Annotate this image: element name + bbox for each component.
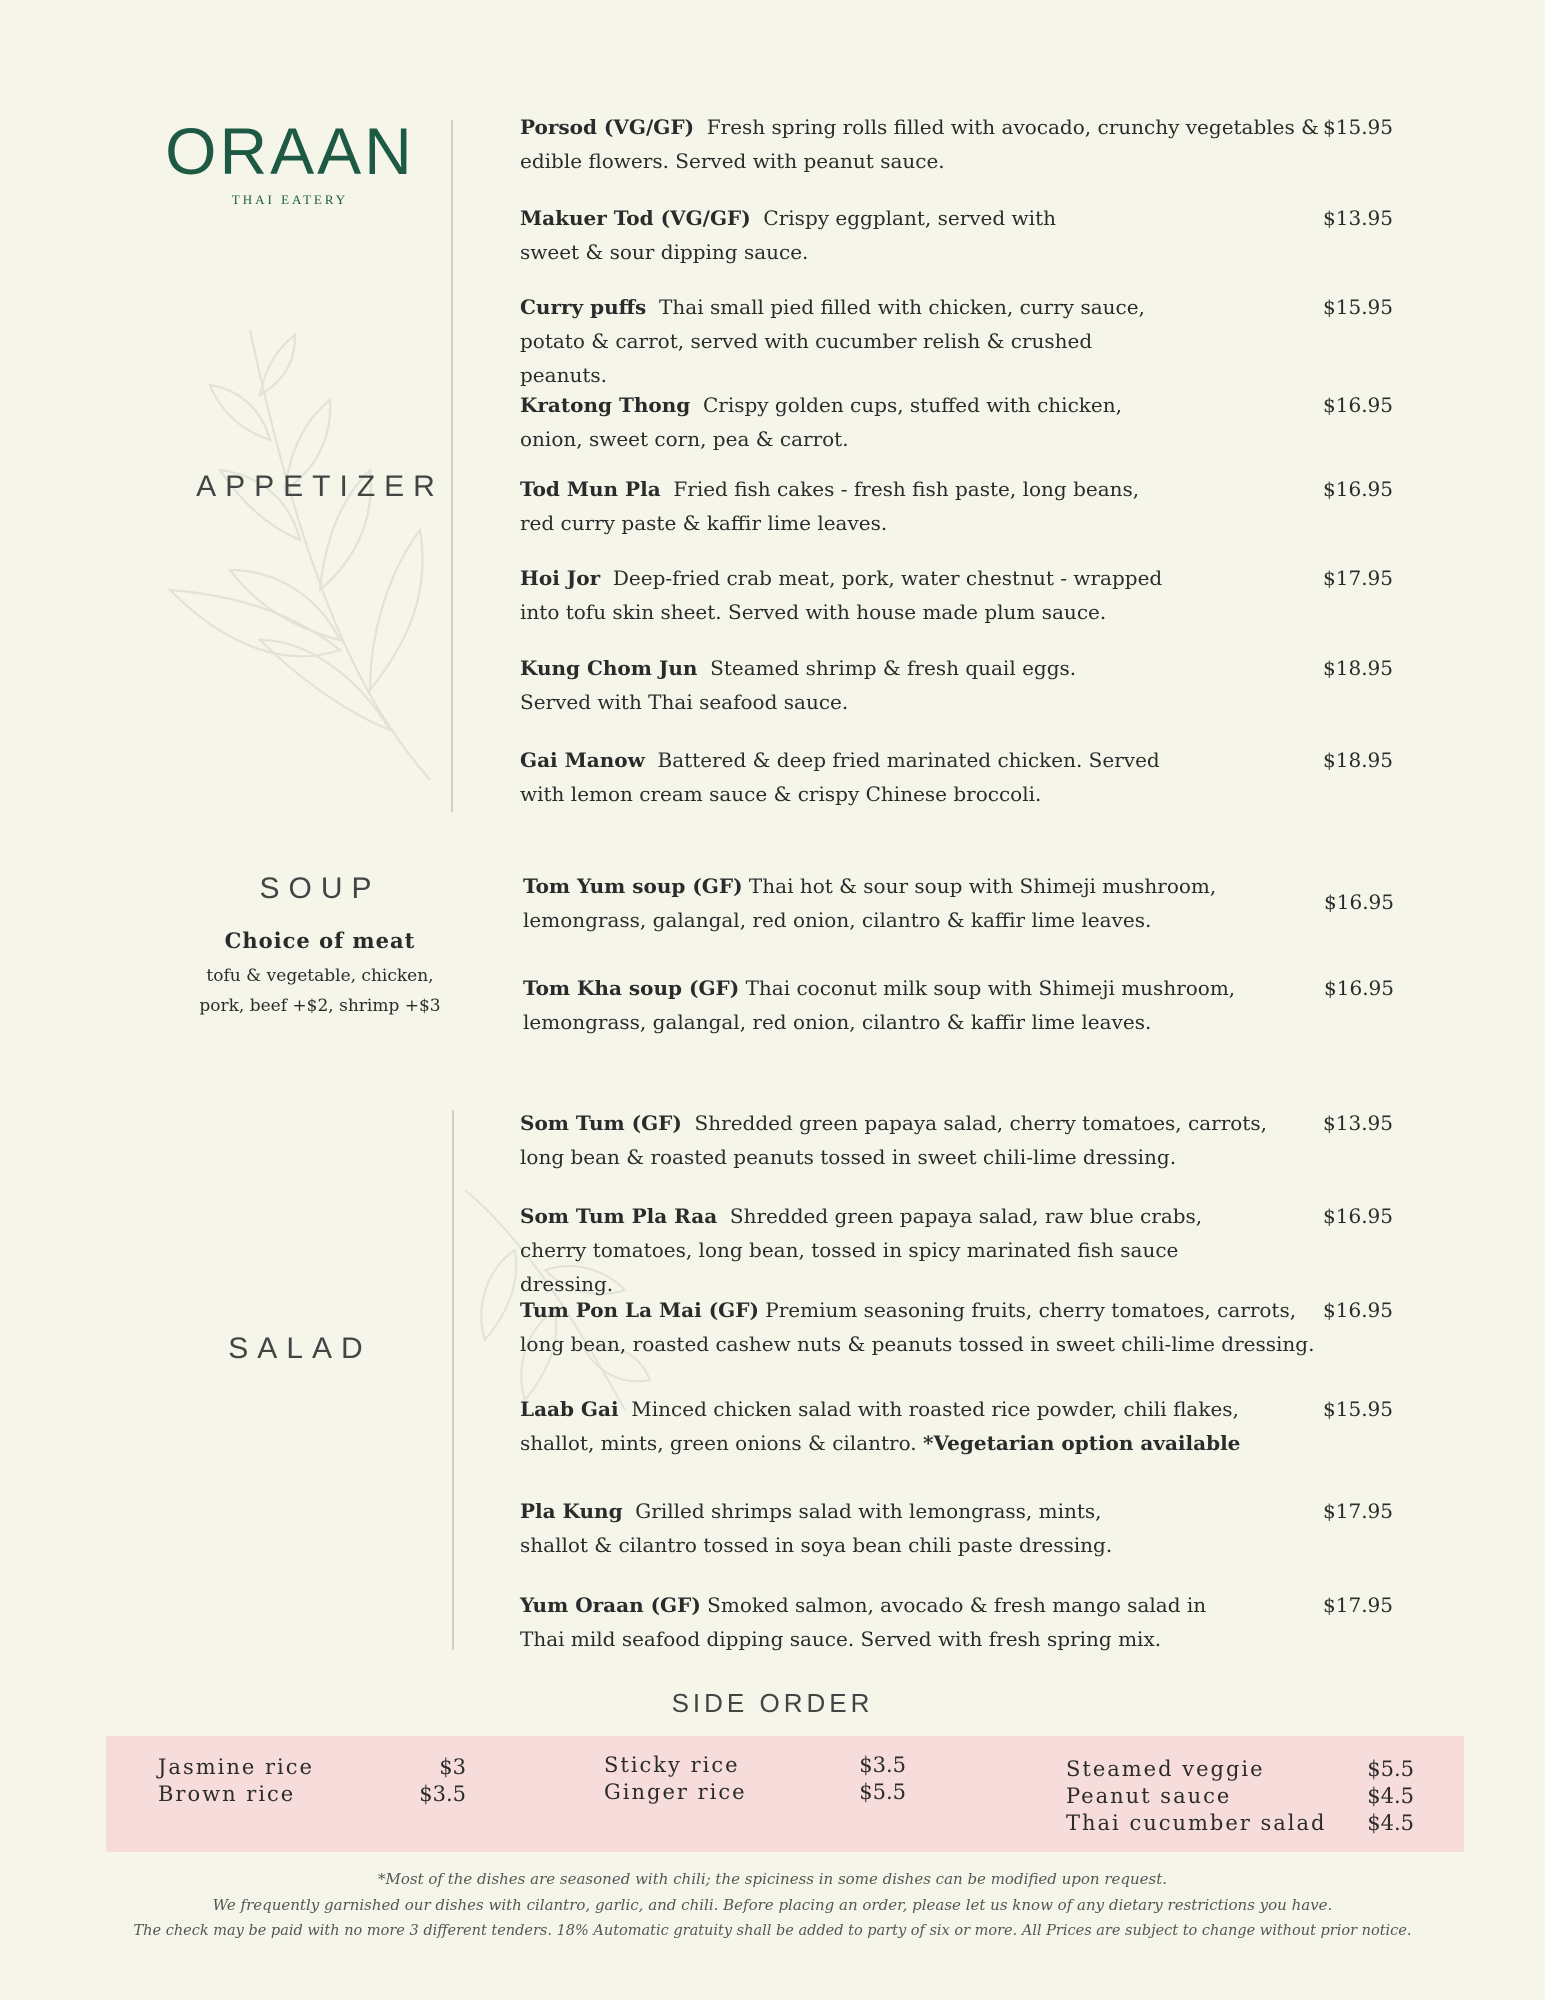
item-description: Fried fish cakes - fresh fish paste, long beans, red curry paste & kaffir lime leaves.: [520, 477, 1140, 535]
item-price: $16.95: [1323, 393, 1393, 417]
side-item-name: Peanut sauce: [1066, 1784, 1232, 1808]
item-price: $17.95: [1323, 1593, 1393, 1617]
item-description: Thai coconut milk soup with Shimeji mushroom, lemongrass, galangal, red onion, cilantro & kaffir lime leaves.: [523, 976, 1236, 1034]
item-price: $15.95: [1323, 295, 1393, 319]
side-item-name: Thai cucumber salad: [1066, 1811, 1327, 1835]
footer-line-2: We frequently garnished our dishes with cilantro, garlic, and chili. Before placing an order, please let us know of any dietary restrictions you have.: [212, 1896, 1333, 1914]
item-name: Laab Gai: [520, 1397, 619, 1421]
menu-item: [520, 743, 1393, 811]
menu-item: [520, 651, 1393, 719]
item-name: Tod Mun Pla: [520, 477, 661, 501]
item-description: Crispy golden cups, stuffed with chicken, onion, sweet corn, pea & carrot.: [520, 393, 1122, 451]
item-name: Makuer Tod (VG/GF): [520, 206, 751, 230]
item-name: Porsod (VG/GF): [520, 115, 695, 139]
footer-line-1: *Most of the dishes are seasoned with chili; the spiciness in some dishes can be modified upon request.: [377, 1870, 1168, 1888]
meat-choice-line-1: tofu & vegetable, chicken,: [206, 966, 434, 986]
item-name: Tum Pon La Mai (GF): [520, 1298, 759, 1322]
side-item-price: $3.5: [859, 1753, 906, 1777]
item-price: $17.95: [1323, 566, 1393, 590]
item-name: Tom Yum soup (GF): [523, 874, 743, 898]
menu-item: [520, 472, 1393, 540]
side-item-price: $3.5: [419, 1782, 466, 1806]
item-description: Smoked salmon, avocado & fresh mango salad in Thai mild seafood dipping sauce. Served with fresh spring mix.: [520, 1593, 1207, 1651]
side-order-title: SIDE ORDER: [671, 1688, 874, 1718]
menu-item: [520, 388, 1393, 456]
item-name: Som Tum (GF): [520, 1111, 682, 1135]
menu-item: [520, 1588, 1393, 1656]
item-price: $16.95: [1324, 976, 1394, 1000]
item-description: Steamed shrimp & fresh quail eggs. Served with Thai seafood sauce.: [520, 656, 1077, 714]
vegetarian-note: *Vegetarian option available: [923, 1431, 1241, 1455]
item-description: Minced chicken salad with roasted rice powder, chili flakes, shallot, mints, green onions & cilantro.: [520, 1397, 1239, 1455]
brand-name: ORAAN: [165, 114, 415, 188]
brand-tagline: THAI EATERY: [231, 192, 349, 207]
appetizer-section-title: APPETIZER: [196, 470, 444, 503]
appetizer-divider: [451, 120, 453, 812]
logo: [160, 114, 420, 208]
footer-line-3: The check may be paid with no more 3 different tenders. 18% Automatic gratuity shall be added to party of six or more. All Prices are subject to change without prior notice.: [133, 1923, 1412, 1939]
menu-item: [520, 1494, 1393, 1562]
side-item-price: $5.5: [859, 1780, 906, 1804]
item-description: Battered & deep fried marinated chicken. Served with lemon cream sauce & crispy Chinese broccoli.: [520, 748, 1160, 806]
menu-item: [520, 1199, 1393, 1301]
item-price: $16.95: [1324, 890, 1394, 914]
menu-item: [520, 1293, 1393, 1361]
menu-item: [520, 201, 1393, 269]
item-name: Tom Kha soup (GF): [523, 976, 740, 1000]
meat-choice-line-2: pork, beef +$2, shrimp +$3: [199, 996, 441, 1016]
item-description: Thai small pied filled with chicken, curry sauce, potato & carrot, served with cucumber relish & crushed peanuts.: [520, 295, 1145, 387]
item-price: $13.95: [1323, 206, 1393, 230]
menu-item: [520, 110, 1393, 178]
item-price: $15.95: [1323, 115, 1393, 139]
item-description: Shredded green papaya salad, raw blue crabs, cherry tomatoes, long bean, tossed in spicy marinated fish sauce dressing.: [520, 1204, 1203, 1296]
side-item-price: $4.5: [1367, 1784, 1414, 1808]
item-description: Fresh spring rolls filled with avocado, crunchy vegetables & edible flowers. Served with peanut sauce.: [520, 115, 1319, 173]
meat-choice-heading: Choice of meat: [224, 928, 416, 953]
item-price: $13.95: [1323, 1111, 1393, 1135]
soup-meat-choice: [160, 918, 480, 1021]
item-description: Grilled shrimps salad with lemongrass, mints, shallot & cilantro tossed in soya bean chili paste dressing.: [520, 1499, 1113, 1557]
side-item-name: Ginger rice: [604, 1780, 747, 1804]
menu-item: [520, 561, 1393, 629]
salad-divider: [452, 1110, 454, 1650]
side-item-price: $5.5: [1367, 1757, 1414, 1781]
footer-notes: [0, 1866, 1545, 1944]
item-description: Crispy eggplant, served with sweet & sour dipping sauce.: [520, 206, 1056, 264]
item-price: $16.95: [1323, 477, 1393, 501]
side-item-price: $4.5: [1367, 1811, 1414, 1835]
item-description: Shredded green papaya salad, cherry tomatoes, carrots, long bean & roasted peanuts tossed in sweet chili-lime dressing.: [520, 1111, 1267, 1169]
item-name: Kratong Thong: [520, 393, 691, 417]
item-name: Pla Kung: [520, 1499, 623, 1523]
item-price: $17.95: [1323, 1499, 1393, 1523]
item-description: Thai hot & sour soup with Shimeji mushroom, lemongrass, galangal, red onion, cilantro & kaffir lime leaves.: [523, 874, 1217, 932]
side-item-price: $3: [439, 1755, 466, 1779]
item-price: $16.95: [1323, 1298, 1393, 1322]
menu-item: [523, 869, 1394, 937]
item-description: Deep-fried crab meat, pork, water chestnut - wrapped into tofu skin sheet. Served with house made plum sauce.: [520, 566, 1163, 624]
side-item-name: Brown rice: [158, 1782, 296, 1806]
menu-item: [523, 971, 1394, 1039]
item-price: $15.95: [1323, 1397, 1393, 1421]
item-name: Kung Chom Jun: [520, 656, 698, 680]
item-name: Gai Manow: [520, 748, 645, 772]
side-item-name: Sticky rice: [604, 1753, 740, 1777]
item-price: $16.95: [1323, 1204, 1393, 1228]
leaf-illustration-icon: [140, 310, 440, 790]
item-price: $18.95: [1323, 656, 1393, 680]
salad-section-title: SALAD: [228, 1332, 372, 1365]
menu-item: [520, 1106, 1393, 1174]
menu-item: [520, 290, 1393, 392]
item-name: Som Tum Pla Raa: [520, 1204, 718, 1228]
item-name: Yum Oraan (GF): [520, 1593, 701, 1617]
item-name: Hoi Jor: [520, 566, 601, 590]
soup-section-title: SOUP: [259, 872, 381, 905]
meat-choice-options: [160, 961, 480, 1021]
side-item-name: Jasmine rice: [158, 1755, 314, 1779]
side-order-panel: [106, 1736, 1464, 1852]
side-item-name: Steamed veggie: [1066, 1757, 1265, 1781]
item-description: Premium seasoning fruits, cherry tomatoes, carrots, long bean, roasted cashew nuts & peanuts tossed in sweet chili-lime dressing.: [520, 1298, 1315, 1356]
menu-item: [520, 1392, 1393, 1460]
item-name: Curry puffs: [520, 295, 647, 319]
item-price: $18.95: [1323, 748, 1393, 772]
